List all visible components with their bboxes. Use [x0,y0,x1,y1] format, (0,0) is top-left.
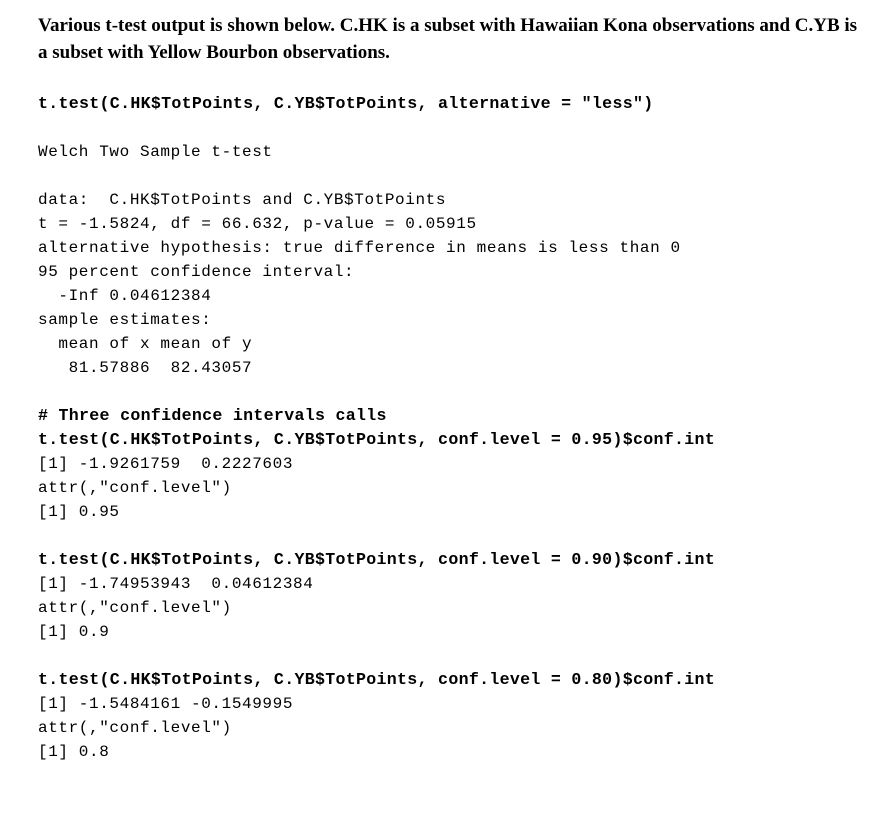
ci-call-command: t.test(C.HK$TotPoints, C.YB$TotPoints, conf.level = 0.95)$conf.int [38,430,716,449]
ttest-call: t.test(C.HK$TotPoints, C.YB$TotPoints, alternative = "less") [38,94,654,113]
intro-paragraph: Various t-test output is shown below. C.HK is a subset with Hawaiian Kona observations and C.YB is a subset with Yellow Bourbon observations. [38,15,858,63]
ttest-stats-line: t = -1.5824, df = 66.632, p-value = 0.05915 [38,215,477,233]
ci-call-block-80 [38,668,868,764]
ci-comment: # Three confidence intervals calls [38,406,387,425]
ttest-estimates-values: 81.57886 82.43057 [38,359,253,377]
spacer [38,164,868,188]
ci-call-level: [1] 0.95 [38,503,120,521]
ttest-estimates-label: sample estimates: [38,311,212,329]
ttest-data-line: data: C.HK$TotPoints and C.YB$TotPoints [38,191,447,209]
spacer [38,524,868,548]
ci-call-attr: attr(,"conf.level") [38,479,232,497]
ci-call-result: [1] -1.74953943 0.04612384 [38,575,314,593]
ci-call-block-90 [38,548,868,644]
ttest-estimates-header: mean of x mean of y [38,335,253,353]
spacer [38,116,868,140]
ci-call-result: [1] -1.5484161 -0.1549995 [38,695,294,713]
spacer [38,380,868,404]
ci-call-result: [1] -1.9261759 0.2227603 [38,455,294,473]
ci-call-command: t.test(C.HK$TotPoints, C.YB$TotPoints, conf.level = 0.90)$conf.int [38,550,716,569]
ttest-ci-values: -Inf 0.04612384 [38,287,212,305]
ci-call-level: [1] 0.9 [38,623,110,641]
ci-call-attr: attr(,"conf.level") [38,599,232,617]
document-page [38,12,868,764]
ttest-ci-label: 95 percent confidence interval: [38,263,355,281]
spacer [38,644,868,668]
ci-call-command: t.test(C.HK$TotPoints, C.YB$TotPoints, conf.level = 0.80)$conf.int [38,670,716,689]
ci-call-level: [1] 0.8 [38,743,110,761]
ttest-alt-hypothesis: alternative hypothesis: true difference in means is less than 0 [38,239,681,257]
ttest-method: Welch Two Sample t-test [38,143,273,161]
ci-call-attr: attr(,"conf.level") [38,719,232,737]
ci-call-block-95 [38,428,868,524]
